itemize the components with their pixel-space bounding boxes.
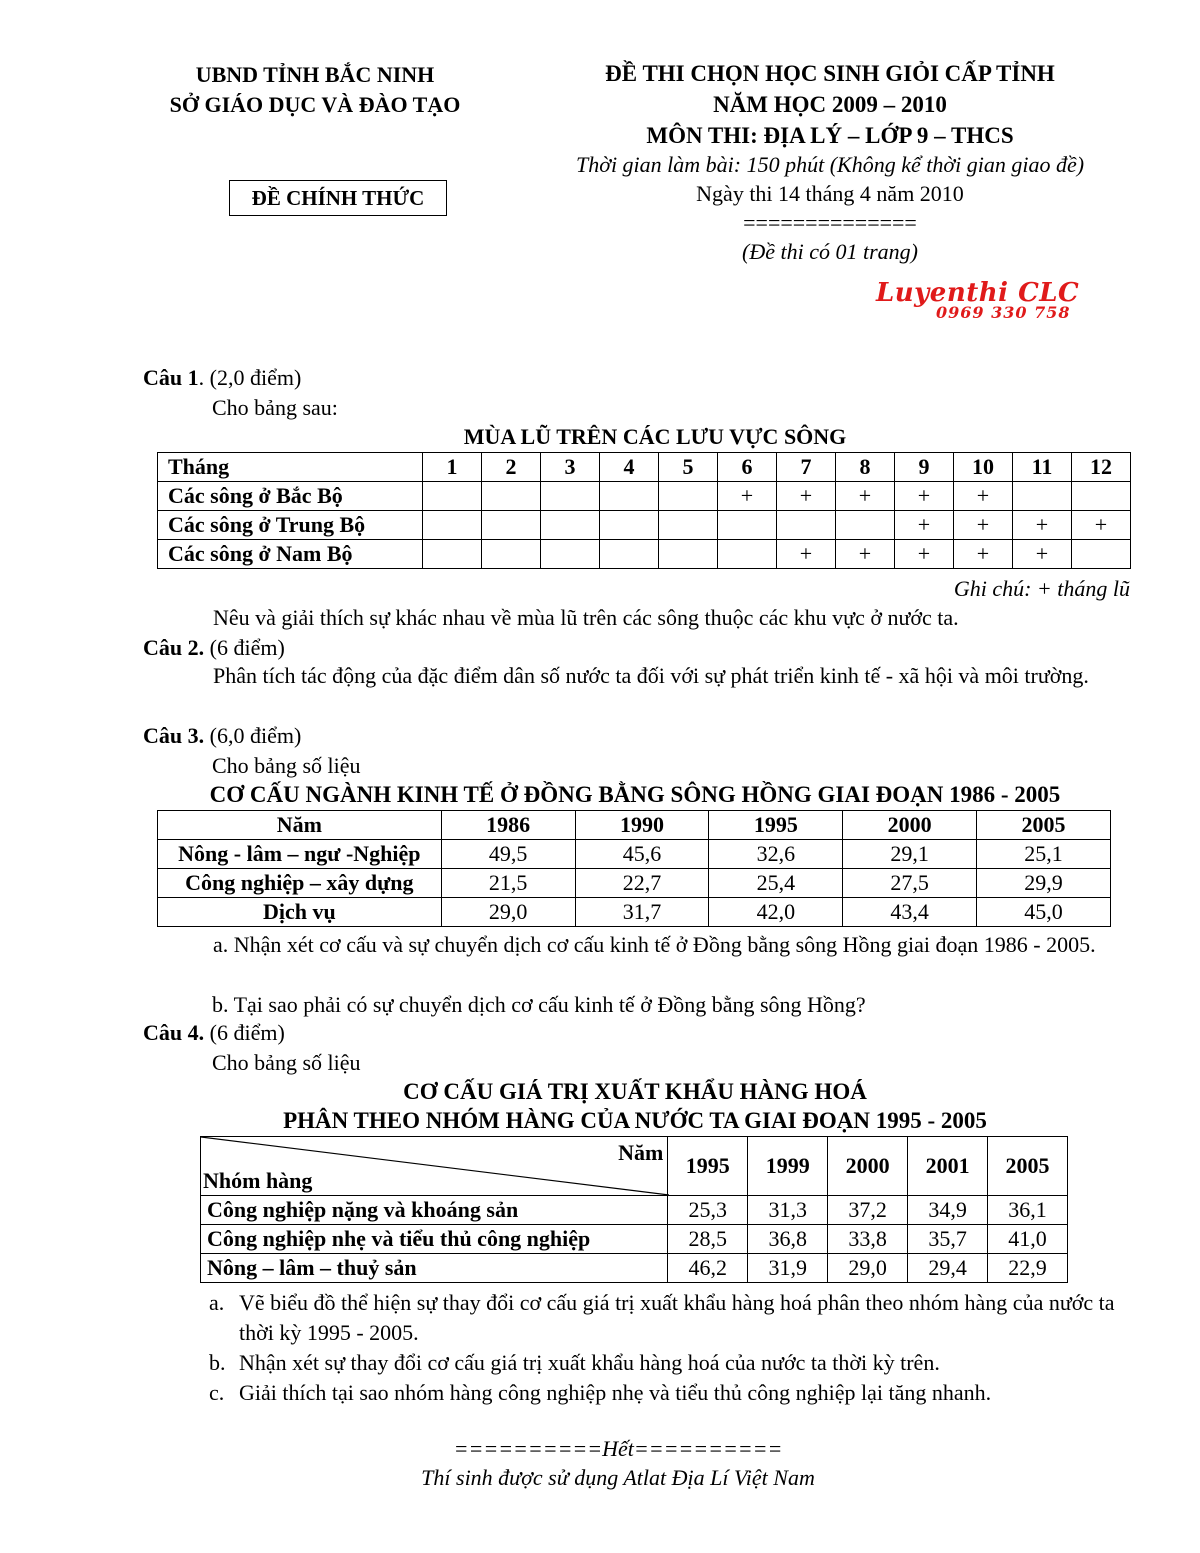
flood-cell: + <box>836 482 895 511</box>
value-cell: 32,6 <box>709 840 843 869</box>
month-cell: 11 <box>1013 453 1072 482</box>
month-cell: 6 <box>718 453 777 482</box>
org-line-2: SỞ GIÁO DỤC VÀ ĐÀO TẠO <box>169 92 461 117</box>
year-cell: 1990 <box>575 811 709 840</box>
q1-title: Câu 1 <box>143 365 199 390</box>
value-cell: 49,5 <box>441 840 575 869</box>
corner-year-label: Năm <box>618 1140 664 1165</box>
row-label: Công nghiệp nặng và khoáng sản <box>201 1196 668 1225</box>
flood-cell <box>718 540 777 569</box>
value-cell: 46,2 <box>668 1254 748 1283</box>
flood-cell <box>482 540 541 569</box>
flood-cell <box>482 482 541 511</box>
flood-cell: + <box>895 511 954 540</box>
q4-task-a <box>211 1288 1131 1348</box>
value-cell: 29,9 <box>977 869 1111 898</box>
flood-cell: + <box>895 540 954 569</box>
row-label: Công nghiệp nhẹ và tiểu thủ công nghiệp <box>201 1225 668 1254</box>
month-cell: 8 <box>836 453 895 482</box>
value-cell: 45,0 <box>977 898 1111 927</box>
flood-cell: + <box>836 540 895 569</box>
exam-duration: Thời gian làm bài: 150 phút (Không kể thời gian giao đề) <box>575 152 1085 177</box>
luyenthi-logo: Luyenthi CLC <box>876 278 1080 308</box>
value-cell: 34,9 <box>908 1196 988 1225</box>
value-cell: 41,0 <box>988 1225 1068 1254</box>
q4-table-title-2: PHÂN THEO NHÓM HÀNG CỦA NƯỚC TA GIAI ĐOẠN 1995 - 2005 <box>283 1108 987 1133</box>
row-label: Các sông ở Nam Bộ <box>158 540 423 569</box>
flood-cell: + <box>718 482 777 511</box>
task-letter: c. <box>209 1380 225 1405</box>
flood-cell <box>541 482 600 511</box>
flood-cell: + <box>1013 540 1072 569</box>
page-count-note: (Đề thi có 01 trang) <box>742 239 918 264</box>
economic-structure-table <box>157 810 1111 927</box>
table-row <box>201 1225 1068 1254</box>
value-cell: 29,1 <box>843 840 977 869</box>
org-line-1: UBND TỈNH BẮC NINH <box>195 62 435 87</box>
value-cell: 25,3 <box>668 1196 748 1225</box>
q2-points: (6 điểm) <box>204 635 285 660</box>
year-cell: 1995 <box>709 811 843 840</box>
flood-cell <box>423 511 482 540</box>
exam-title: ĐỀ THI CHỌN HỌC SINH GIỎI CẤP TỈNH <box>605 61 1055 86</box>
month-cell: 3 <box>541 453 600 482</box>
flood-cell: + <box>777 540 836 569</box>
q2-title: Câu 2. <box>143 635 205 660</box>
corner-cell <box>201 1137 668 1196</box>
value-cell: 25,1 <box>977 840 1111 869</box>
table-row <box>158 869 1111 898</box>
q4-task-c <box>211 1378 1131 1408</box>
flood-cell <box>600 511 659 540</box>
year-cell: 2000 <box>843 811 977 840</box>
q4-table-title-1: CƠ CẤU GIÁ TRỊ XUẤT KHẨU HÀNG HOÁ <box>403 1079 867 1104</box>
value-cell: 31,9 <box>748 1254 828 1283</box>
atlas-note: Thí sinh được sử dụng Atlat Địa Lí Việt Nam <box>421 1465 815 1490</box>
value-cell: 22,7 <box>575 869 709 898</box>
value-cell: 35,7 <box>908 1225 988 1254</box>
table-header-row <box>158 453 1131 482</box>
month-cell: 9 <box>895 453 954 482</box>
q1-intro: Cho bảng sau: <box>212 395 338 420</box>
value-cell: 21,5 <box>441 869 575 898</box>
month-header: Tháng <box>158 453 423 482</box>
flood-cell: + <box>895 482 954 511</box>
value-cell: 22,9 <box>988 1254 1068 1283</box>
q1-points: . (2,0 điểm) <box>198 365 302 390</box>
task-text: Giải thích tại sao nhóm hàng công nghiệp nhẹ và tiểu thủ công nghiệp lại tăng nhanh. <box>239 1380 992 1405</box>
value-cell: 37,2 <box>828 1196 908 1225</box>
value-cell: 43,4 <box>843 898 977 927</box>
table-row <box>158 898 1111 927</box>
row-label: Nông – lâm – thuỷ sản <box>201 1254 668 1283</box>
value-cell: 33,8 <box>828 1225 908 1254</box>
value-cell: 29,4 <box>908 1254 988 1283</box>
corner-group-label: Nhóm hàng <box>203 1168 313 1193</box>
q3-part-a: a. Nhận xét cơ cấu và sự chuyển dịch cơ cấu kinh tế ở Đồng bằng sông Hồng giai đoạn 1986 - 2005. <box>213 932 1096 957</box>
row-label: Dịch vụ <box>158 898 442 927</box>
month-cell: 5 <box>659 453 718 482</box>
flood-cell <box>718 511 777 540</box>
month-cell: 2 <box>482 453 541 482</box>
q4-intro: Cho bảng số liệu <box>212 1050 361 1075</box>
flood-cell <box>659 540 718 569</box>
year-header: Năm <box>158 811 442 840</box>
month-cell: 7 <box>777 453 836 482</box>
year-cell: 1995 <box>668 1137 748 1196</box>
flood-cell <box>777 511 836 540</box>
q1-heading <box>143 363 301 393</box>
value-cell: 36,1 <box>988 1196 1068 1225</box>
flood-cell <box>659 482 718 511</box>
value-cell: 45,6 <box>575 840 709 869</box>
table-row <box>158 540 1131 569</box>
flood-cell: + <box>954 540 1013 569</box>
month-cell: 4 <box>600 453 659 482</box>
table-row <box>201 1196 1068 1225</box>
row-label: Các sông ở Trung Bộ <box>158 511 423 540</box>
q1-question: Nêu và giải thích sự khác nhau về mùa lũ trên các sông thuộc các khu vực ở nước ta. <box>213 605 959 630</box>
value-cell: 27,5 <box>843 869 977 898</box>
month-cell: 12 <box>1072 453 1131 482</box>
school-year: NĂM HỌC 2009 – 2010 <box>713 92 947 117</box>
q3-heading <box>143 721 301 751</box>
value-cell: 29,0 <box>441 898 575 927</box>
flood-cell <box>541 540 600 569</box>
year-cell: 2000 <box>828 1137 908 1196</box>
official-exam-stamp: ĐỀ CHÍNH THỨC <box>229 180 447 216</box>
export-structure-table <box>200 1136 1068 1283</box>
logo-phone: 0969 330 758 <box>936 303 1071 322</box>
q2-heading <box>143 633 285 663</box>
value-cell: 42,0 <box>709 898 843 927</box>
flood-cell: + <box>1013 511 1072 540</box>
value-cell: 28,5 <box>668 1225 748 1254</box>
flood-cell <box>1013 482 1072 511</box>
exam-subject: MÔN THI: ĐỊA LÝ – LỚP 9 – THCS <box>646 123 1014 148</box>
q2-question: Phân tích tác động của đặc điểm dân số nước ta đối với sự phát triển kinh tế - xã hội và môi trường. <box>213 663 1089 688</box>
task-letter: a. <box>209 1290 225 1315</box>
q3-table-title: CƠ CẤU NGÀNH KINH TẾ Ở ĐỒNG BẰNG SÔNG HỒNG GIAI ĐOẠN 1986 - 2005 <box>209 782 1061 807</box>
q3-intro: Cho bảng số liệu <box>212 753 361 778</box>
exam-date: Ngày thi 14 tháng 4 năm 2010 <box>696 181 964 206</box>
flood-cell <box>541 511 600 540</box>
table-row <box>158 482 1131 511</box>
row-label: Công nghiệp – xây dựng <box>158 869 442 898</box>
issuing-authority <box>130 60 500 120</box>
value-cell: 31,7 <box>575 898 709 927</box>
q4-heading <box>143 1018 285 1048</box>
header-separator: ============== <box>743 210 917 235</box>
flood-cell <box>600 540 659 569</box>
flood-cell <box>1072 482 1131 511</box>
q4-title: Câu 4. <box>143 1020 205 1045</box>
table-row <box>158 840 1111 869</box>
value-cell: 25,4 <box>709 869 843 898</box>
year-cell: 1999 <box>748 1137 828 1196</box>
q1-table-note: Ghi chú: + tháng lũ <box>953 576 1130 601</box>
flood-cell <box>836 511 895 540</box>
flood-cell <box>423 482 482 511</box>
q4-task-b <box>211 1348 1131 1378</box>
table-row <box>201 1254 1068 1283</box>
flood-cell: + <box>954 511 1013 540</box>
year-cell: 2005 <box>988 1137 1068 1196</box>
month-cell: 10 <box>954 453 1013 482</box>
task-text: Vẽ biểu đồ thể hiện sự thay đổi cơ cấu giá trị xuất khẩu hàng hoá phân theo nhóm hàng của nước ta thời kỳ 1995 - 2005. <box>239 1290 1115 1345</box>
q3-points: (6,0 điểm) <box>204 723 302 748</box>
q3-title: Câu 3. <box>143 723 205 748</box>
flood-season-table <box>157 452 1131 569</box>
flood-cell: + <box>954 482 1013 511</box>
q4-points: (6 điểm) <box>204 1020 285 1045</box>
q3-part-b: b. Tại sao phải có sự chuyển dịch cơ cấu kinh tế ở Đồng bằng sông Hồng? <box>212 992 866 1017</box>
task-text: Nhận xét sự thay đổi cơ cấu giá trị xuất khẩu hàng hoá của nước ta thời kỳ trên. <box>239 1350 940 1375</box>
flood-cell: + <box>1072 511 1131 540</box>
exam-heading <box>520 58 1140 267</box>
flood-cell <box>659 511 718 540</box>
year-cell: 1986 <box>441 811 575 840</box>
flood-cell <box>482 511 541 540</box>
table-header-row <box>201 1137 1068 1196</box>
value-cell: 31,3 <box>748 1196 828 1225</box>
end-mark: ==========Hết========== <box>453 1436 783 1461</box>
value-cell: 29,0 <box>828 1254 908 1283</box>
row-label: Nông - lâm – ngư -Nghiệp <box>158 840 442 869</box>
table-row <box>158 511 1131 540</box>
row-label: Các sông ở Bắc Bộ <box>158 482 423 511</box>
task-letter: b. <box>209 1350 226 1375</box>
table-header-row <box>158 811 1111 840</box>
q1-table-title: MÙA LŨ TRÊN CÁC LƯU VỰC SÔNG <box>463 424 847 449</box>
flood-cell: + <box>777 482 836 511</box>
value-cell: 36,8 <box>748 1225 828 1254</box>
year-cell: 2005 <box>977 811 1111 840</box>
flood-cell <box>423 540 482 569</box>
flood-cell <box>600 482 659 511</box>
flood-cell <box>1072 540 1131 569</box>
month-cell: 1 <box>423 453 482 482</box>
year-cell: 2001 <box>908 1137 988 1196</box>
